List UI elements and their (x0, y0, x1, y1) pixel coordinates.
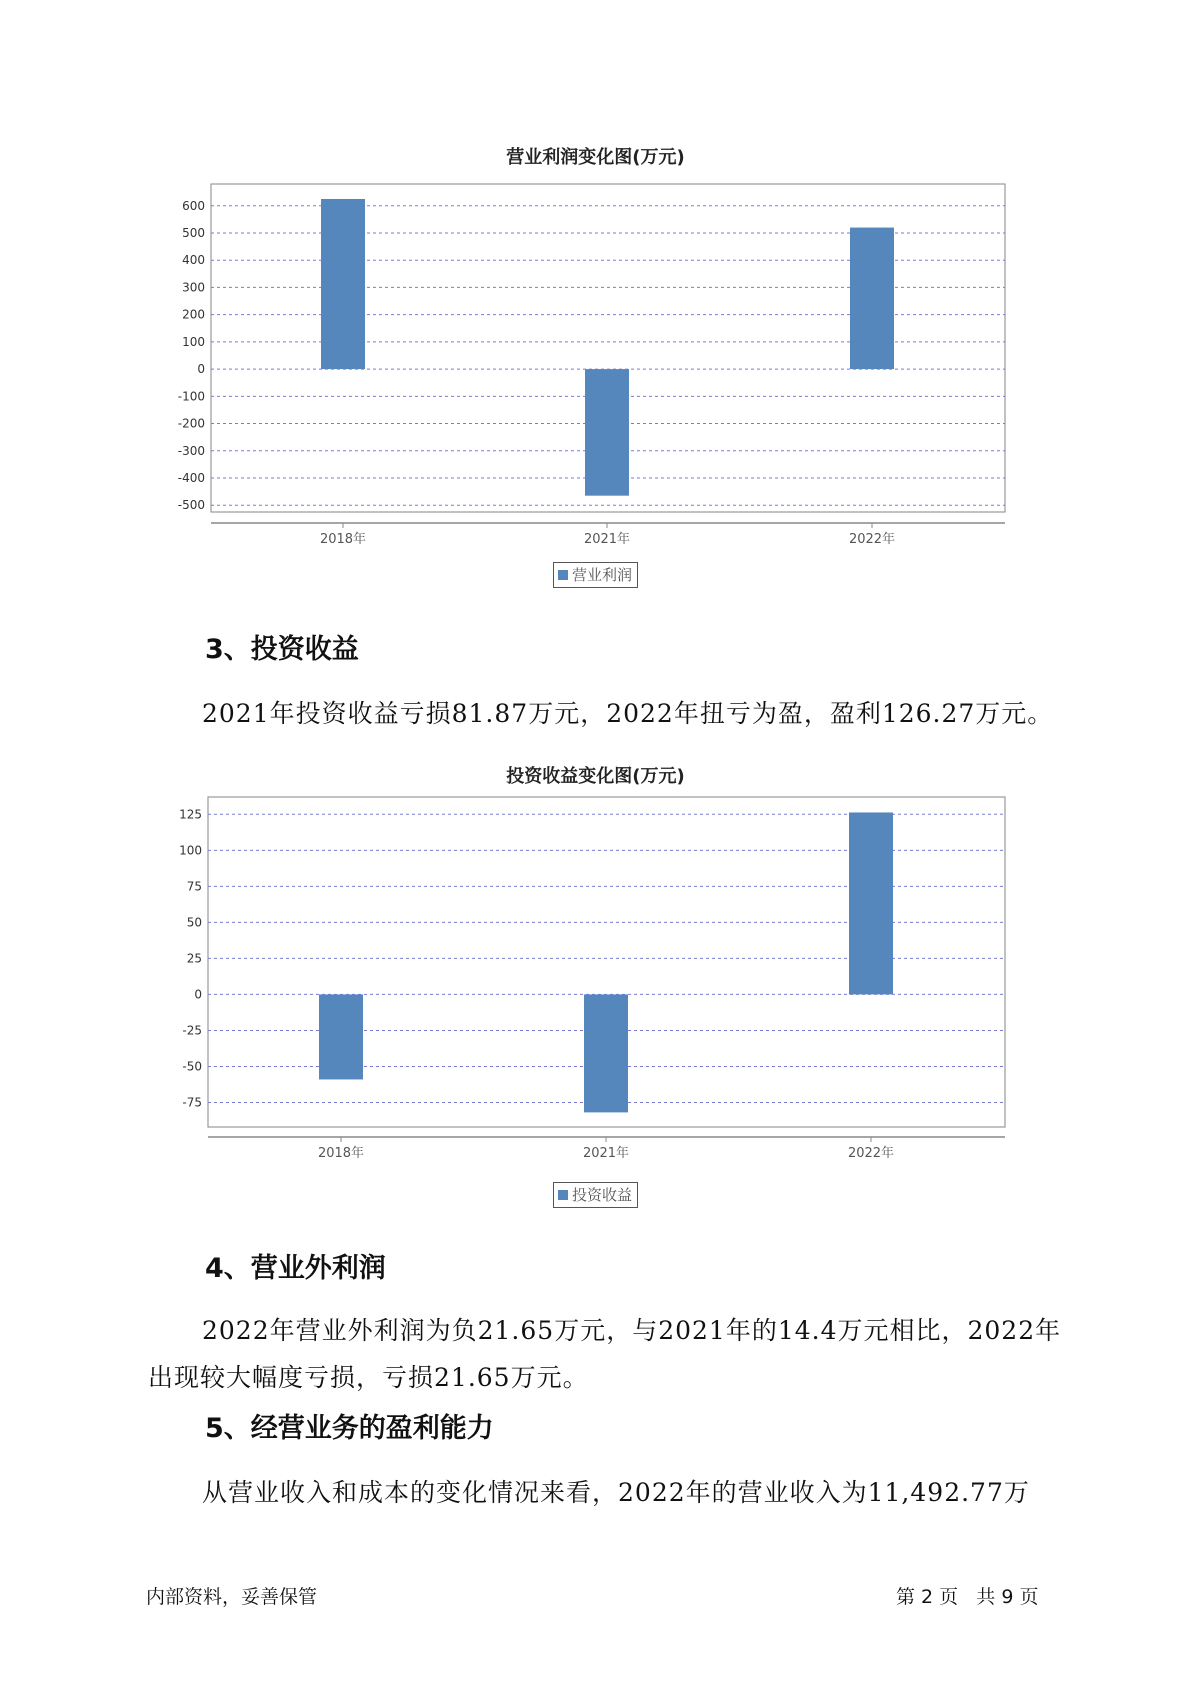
chart2-title: 投资收益变化图(万元) (506, 766, 685, 787)
y-tick-label: -25 (182, 1023, 202, 1038)
y-tick-label: 50 (186, 915, 202, 930)
y-tick-label: 25 (186, 951, 202, 966)
x-tick-label: 2018年 (317, 1146, 365, 1161)
legend-swatch (558, 570, 568, 580)
y-tick-label: -400 (177, 470, 205, 485)
chart1-title: 营业利润变化图(万元) (506, 147, 685, 168)
bar-2022年 (850, 228, 894, 370)
x-tick-label: 2022年 (848, 532, 896, 547)
plot-frame (211, 184, 1005, 512)
y-tick-label: 75 (186, 879, 202, 894)
bar-2021年 (584, 994, 628, 1112)
y-tick-label: 500 (182, 225, 205, 240)
chart1-legend (553, 562, 638, 588)
section-4-heading: 4、营业外利润 (205, 1253, 386, 1284)
y-tick-label: 600 (182, 198, 205, 213)
x-tick-label: 2021年 (582, 1146, 630, 1161)
y-tick-label: 300 (182, 280, 205, 295)
y-tick-label: -300 (177, 443, 205, 458)
y-tick-label: 0 (197, 362, 205, 377)
bar-2021年 (585, 369, 629, 496)
section-5-paragraph: 从营业收入和成本的变化情况来看，2022年的营业收入为11,492.77万 (202, 1478, 1030, 1507)
y-tick-label: 200 (182, 307, 205, 322)
section-4-paragraph-line2: 出现较大幅度亏损，亏损21.65万元。 (148, 1363, 589, 1392)
chart2-legend-label: 投资收益 (572, 1186, 633, 1204)
section-4-paragraph-line1: 2022年营业外利润为负21.65万元，与2021年的14.4万元相比，2022年 (202, 1316, 1062, 1345)
y-tick-label: 125 (179, 807, 202, 822)
y-tick-label: 0 (194, 987, 202, 1002)
y-tick-label: -75 (182, 1095, 202, 1110)
footer-page-number: 第 2 页 共 9 页 (896, 1586, 1039, 1608)
x-tick-label: 2022年 (847, 1146, 895, 1161)
bar-2022年 (849, 812, 893, 994)
bar-2018年 (319, 994, 363, 1079)
y-tick-label: -50 (182, 1059, 202, 1074)
chart1-legend-label: 营业利润 (572, 566, 633, 584)
y-tick-label: -200 (177, 416, 205, 431)
y-tick-label: 100 (179, 843, 202, 858)
y-tick-label: 100 (182, 334, 205, 349)
y-tick-label: -500 (177, 498, 205, 513)
section-5-heading: 5、经营业务的盈利能力 (205, 1413, 494, 1444)
bar-2018年 (321, 199, 365, 369)
y-tick-label: 400 (182, 253, 205, 268)
section-3-paragraph: 2021年投资收益亏损81.87万元，2022年扭亏为盈，盈利126.27万元。 (202, 699, 1054, 728)
x-tick-label: 2018年 (319, 532, 367, 547)
plot-frame (208, 797, 1005, 1127)
section-3-heading: 3、投资收益 (205, 634, 359, 665)
footer-confidential-note: 内部资料，妥善保管 (146, 1586, 318, 1608)
x-tick-label: 2021年 (583, 532, 631, 547)
legend-swatch (558, 1190, 568, 1200)
chart2-legend (553, 1182, 638, 1208)
y-tick-label: -100 (177, 389, 205, 404)
